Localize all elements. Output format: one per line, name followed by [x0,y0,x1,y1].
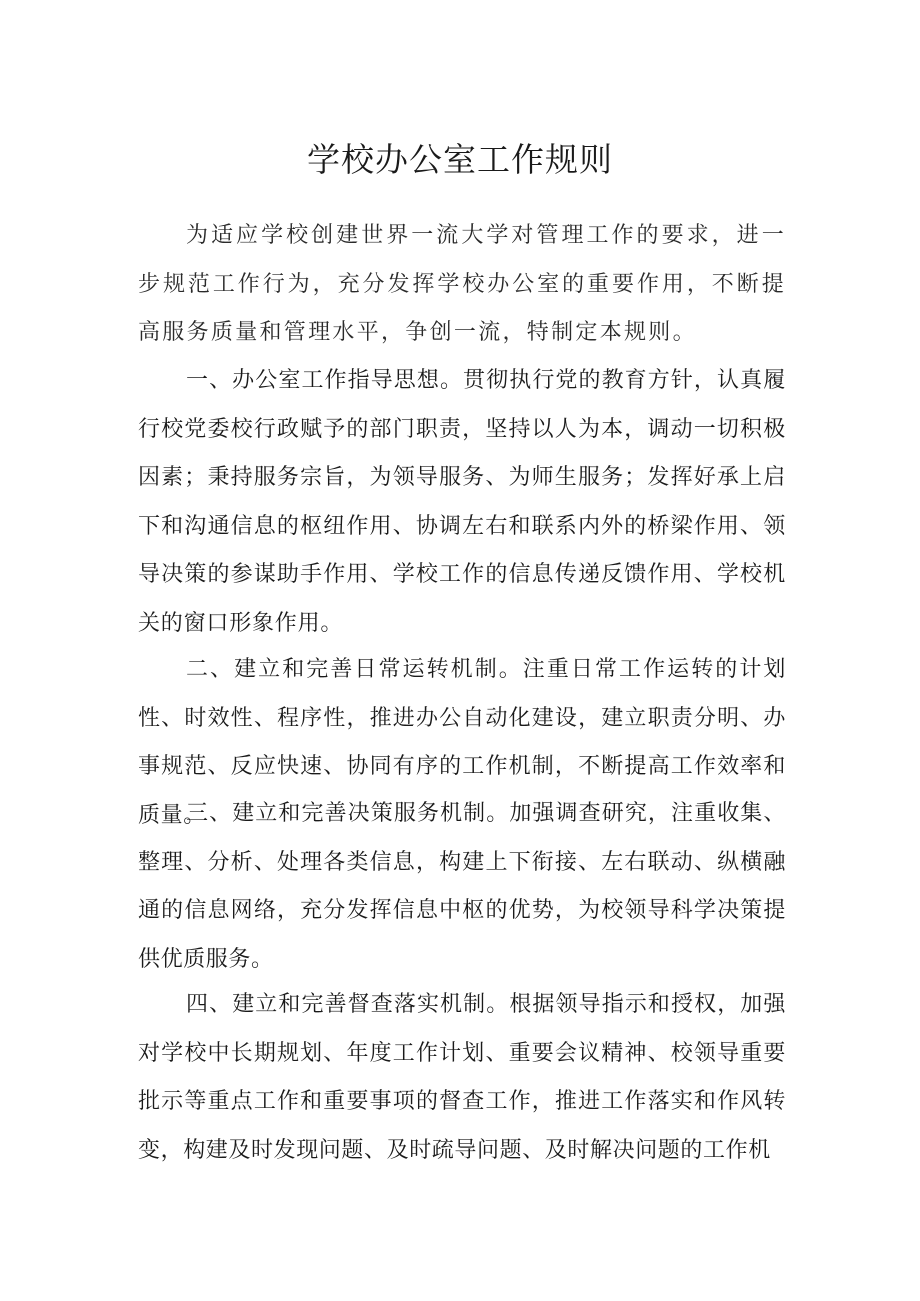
section-daily-operation: 二、建立和完善日常运转机制。注重日常工作运转的计划性、时效性、程序性，推进办公自动化建设，建立职责分明、办事规范、反应快速、协同有序的工作机制，不断提高工作效率和质量。 [138,657,786,828]
section-decision-service: 三、建立和完善决策服务机制。加强调查研究，注重收集、整理、分析、处理各类信息，构建上下衔接、左右联动、纵横融通的信息网络，充分发挥信息中枢的优势，为校领导科学决策提供优质服务。 [138,801,786,972]
section-guiding-ideology: 一、办公室工作指导思想。贯彻执行党的教育方针，认真履行校党委校行政赋予的部门职责，坚持以人为本，调动一切积极因素；秉持服务宗旨，为领导服务、为师生服务；发挥好承上启下和沟通信息的枢纽作用、协调左右和联系内外的桥梁作用、领导决策的参谋助手作用、学校工作的信息传递反馈作用、学校机关的窗口形象作用。 [138,368,786,636]
section-supervision: 四、建立和完善督查落实机制。根据领导指示和授权，加强对学校中长期规划、年度工作计划、重要会议精神、校领导重要批示等重点工作和重要事项的督查工作，推进工作落实和作风转变，构建及时发现问题、及时疏导问题、及时解决问题的工作机 [138,992,786,1163]
intro-paragraph: 为适应学校创建世界一流大学对管理工作的要求，进一步规范工作行为，充分发挥学校办公室的重要作用，不断提高服务质量和管理水平，争创一流，特制定本规则。 [138,223,786,346]
document-title: 学校办公室工作规则 [307,140,613,179]
